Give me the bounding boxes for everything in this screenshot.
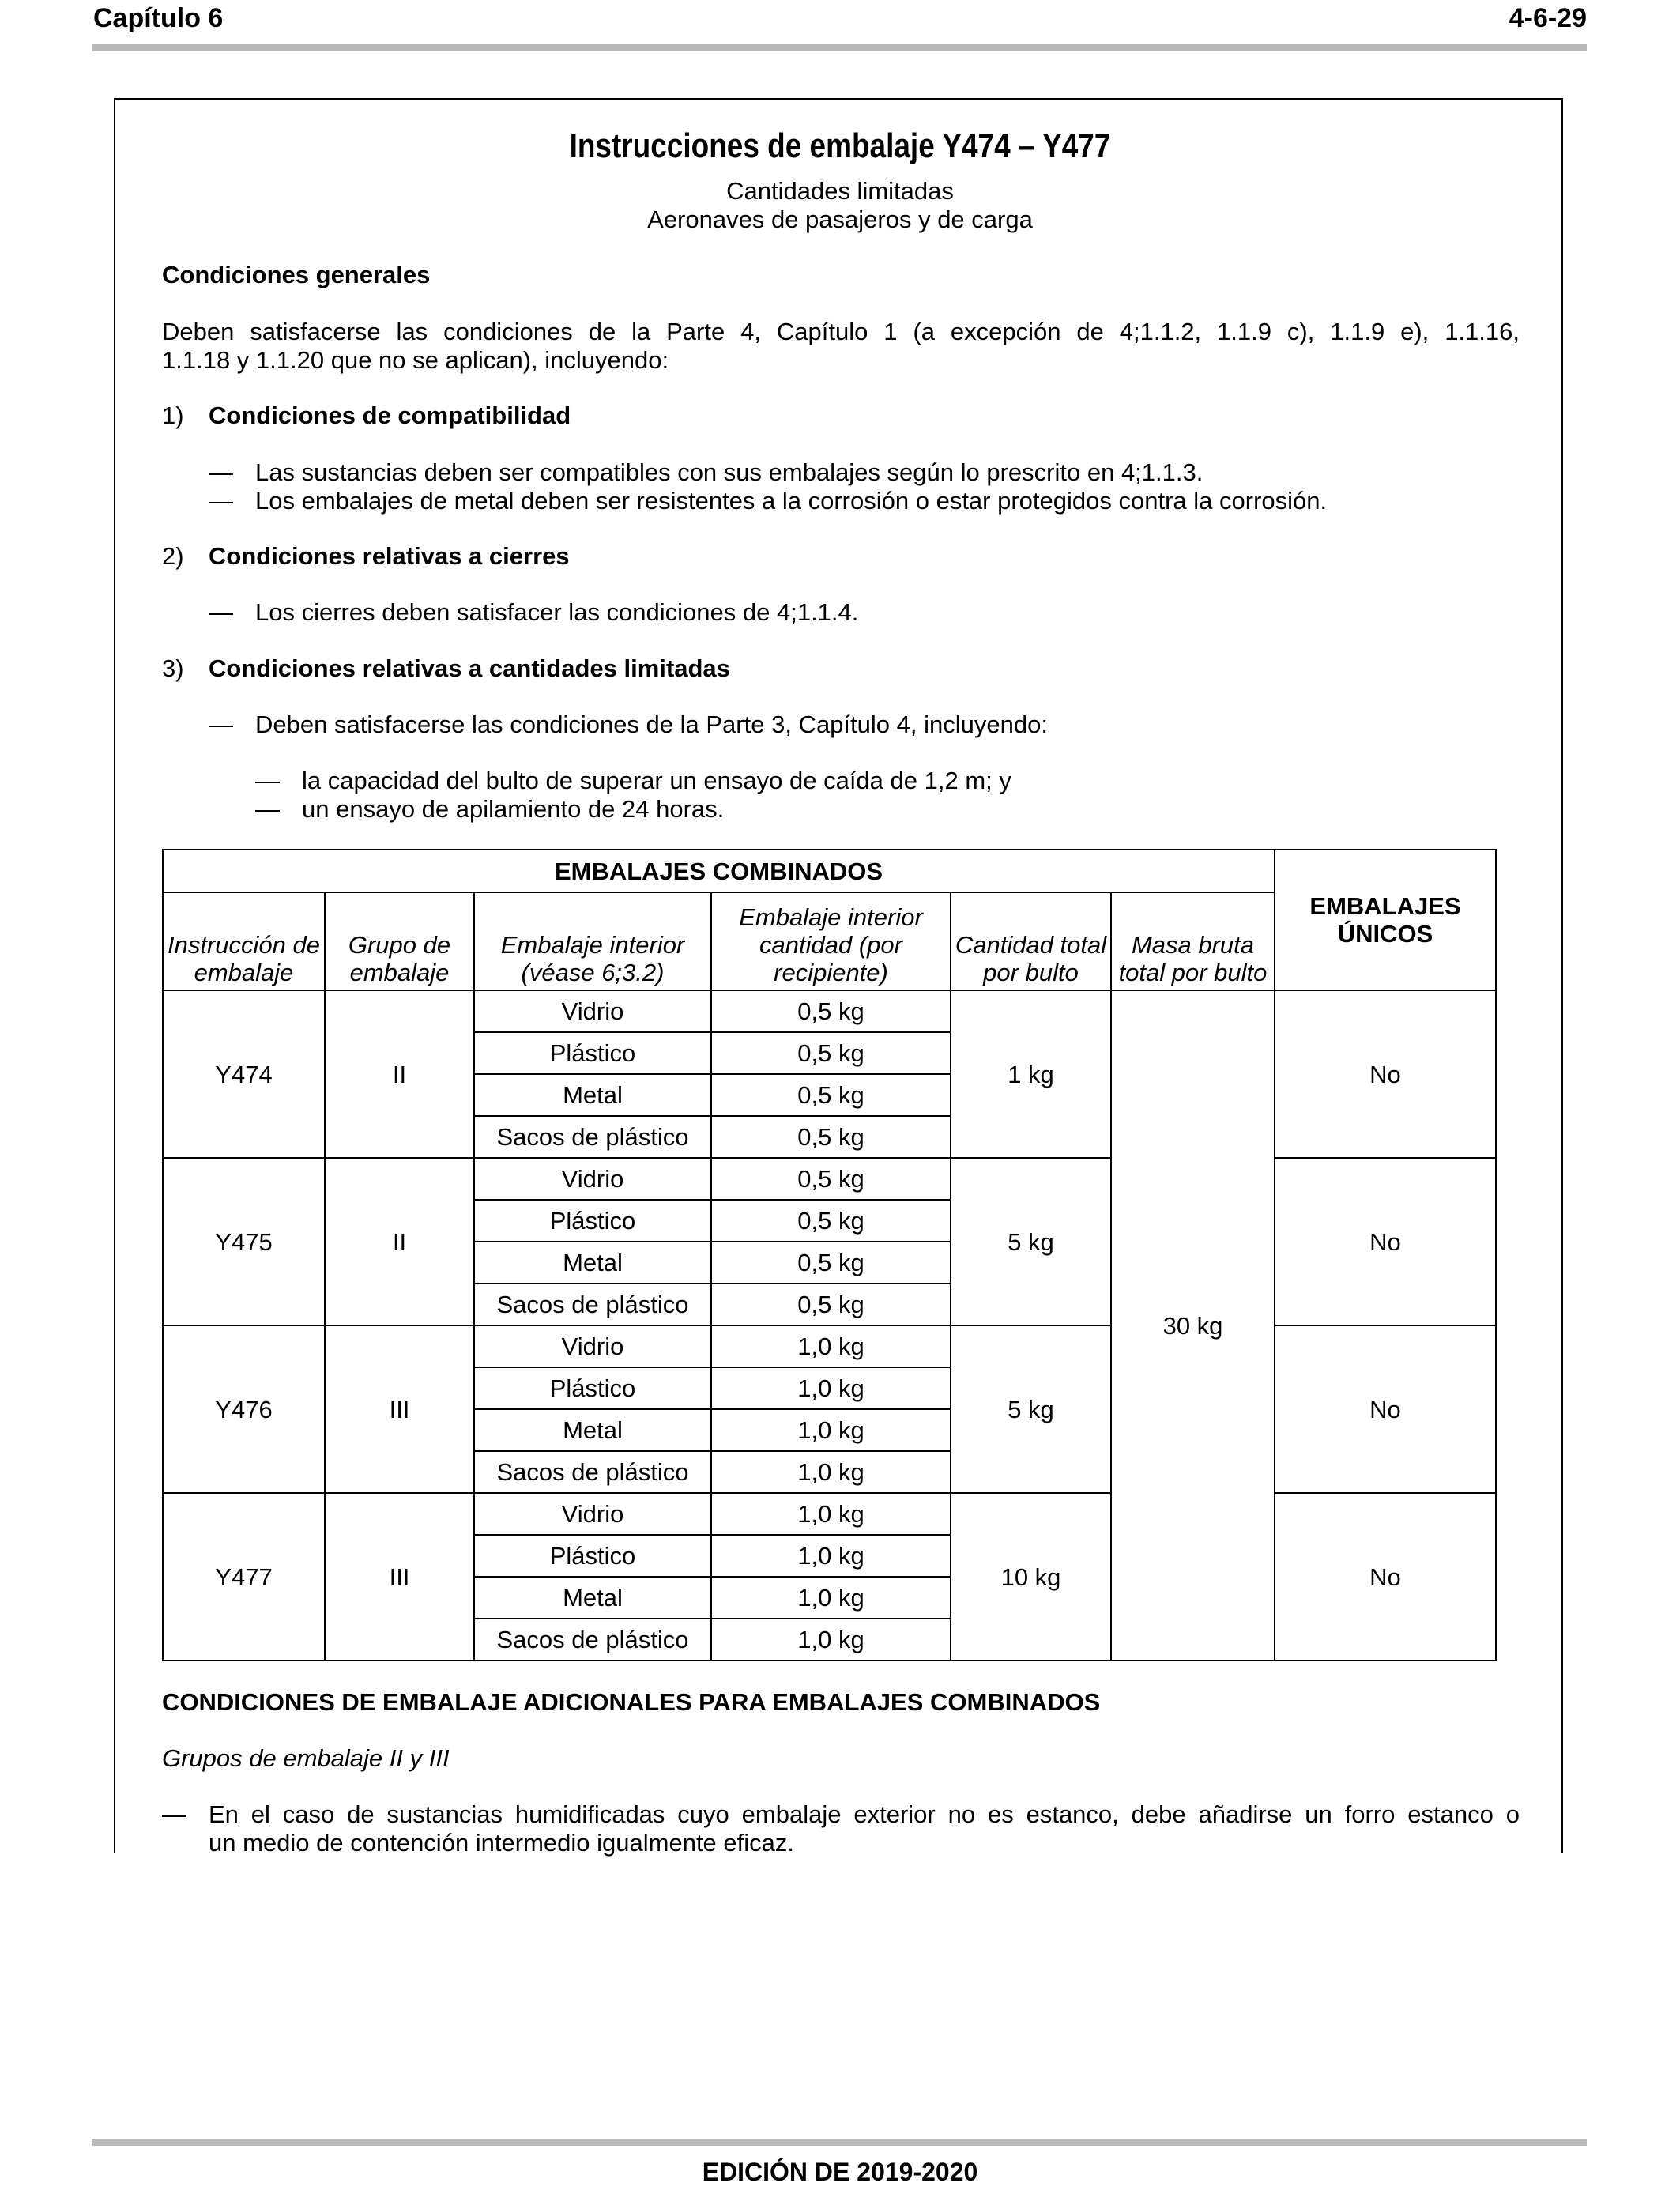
inner-packaging-cell: Metal (474, 1577, 711, 1619)
dash-marker: — (162, 1800, 186, 1828)
inner-quantity-cell: 1,0 kg (711, 1619, 951, 1661)
inner-packaging-cell: Sacos de plástico (474, 1116, 711, 1158)
edition-footer: EDICIÓN DE 2019-2020 (702, 2158, 978, 2186)
section-1-number: 1) (162, 401, 184, 429)
total-quantity-cell: 5 kg (951, 1325, 1111, 1493)
subtitle-limited-quantities: Cantidades limitadas (726, 177, 954, 205)
inner-packaging-cell: Plástico (474, 1200, 711, 1242)
col-header-instruction: Instrucción de embalaje (163, 892, 325, 990)
subtitle-aircraft: Aeronaves de pasajeros y de carga (647, 205, 1033, 233)
header-rule (92, 44, 1587, 51)
col-header-total-quantity: Cantidad total por bulto (951, 892, 1111, 990)
section-3-heading: Condiciones relativas a cantidades limitadas (209, 654, 730, 682)
inner-packaging-cell: Vidrio (474, 990, 711, 1032)
packing-group-cell: III (325, 1325, 474, 1493)
chapter-label: Capítulo 6 (93, 3, 224, 33)
single-packaging-cell: No (1275, 990, 1496, 1158)
inner-quantity-cell: 1,0 kg (711, 1325, 951, 1367)
table-row (163, 1493, 1496, 1535)
packing-group-cell: III (325, 1493, 474, 1661)
inner-quantity-cell: 1,0 kg (711, 1451, 951, 1493)
single-packagings-header: EMBALAJES ÚNICOS (1275, 850, 1496, 990)
inner-packaging-cell: Metal (474, 1242, 711, 1284)
instruction-cell: Y474 (163, 990, 325, 1158)
packing-groups-subheading: Grupos de embalaje II y III (162, 1744, 450, 1772)
total-quantity-cell: 10 kg (951, 1493, 1111, 1661)
inner-packaging-cell: Vidrio (474, 1158, 711, 1200)
inner-quantity-cell: 0,5 kg (711, 1032, 951, 1074)
page-number: 4-6-29 (1509, 3, 1587, 33)
dash-marker: — (209, 598, 233, 626)
col-header-inner-packaging: Embalaje interior (véase 6;3.2) (474, 892, 711, 990)
instruction-cell: Y476 (163, 1325, 325, 1493)
instruction-cell: Y477 (163, 1493, 325, 1661)
packing-group-cell: II (325, 990, 474, 1158)
dash-marker: — (255, 767, 280, 794)
packing-table (162, 849, 1497, 1661)
inner-quantity-cell: 1,0 kg (711, 1367, 951, 1409)
inner-quantity-cell: 0,5 kg (711, 1242, 951, 1284)
dash-marker: — (209, 487, 233, 515)
inner-packaging-cell: Plástico (474, 1032, 711, 1074)
dash-marker: — (255, 795, 280, 823)
inner-packaging-cell: Sacos de plástico (474, 1451, 711, 1493)
additional-item-line2: un medio de contención intermedio igualmente eficaz. (209, 1829, 795, 1857)
table-row (163, 990, 1496, 1032)
dash-marker: — (209, 458, 233, 486)
single-packaging-cell: No (1275, 1493, 1496, 1661)
inner-quantity-cell: 0,5 kg (711, 1200, 951, 1242)
section-3-item-1: Deben satisfacerse las condiciones de la Parte 3, Capítulo 4, incluyendo: (255, 711, 1048, 738)
inner-quantity-cell: 0,5 kg (711, 1284, 951, 1325)
section-2-item-1: Los cierres deben satisfacer las condiciones de 4;1.1.4. (255, 598, 859, 626)
inner-quantity-cell: 0,5 kg (711, 990, 951, 1032)
inner-quantity-cell: 1,0 kg (711, 1577, 951, 1619)
footer-rule (92, 2139, 1587, 2146)
total-quantity-cell: 1 kg (951, 990, 1111, 1158)
inner-packaging-cell: Vidrio (474, 1325, 711, 1367)
combined-packagings-header: EMBALAJES COMBINADOS (163, 850, 1275, 892)
single-packaging-cell: No (1275, 1158, 1496, 1325)
inner-packaging-cell: Plástico (474, 1535, 711, 1577)
inner-quantity-cell: 1,0 kg (711, 1493, 951, 1535)
col-header-gross-mass: Masa bruta total por bulto (1111, 892, 1275, 990)
section-2-number: 2) (162, 542, 184, 570)
additional-item-line1: En el caso de sustancias humidificadas cuyo embalaje exterior no es estanco, debe añadirse un forro estanco o (209, 1800, 1520, 1828)
instruction-cell: Y475 (163, 1158, 325, 1325)
section-3-subitem-1: la capacidad del bulto de superar un ensayo de caída de 1,2 m; y (302, 767, 1011, 794)
section-2-heading: Condiciones relativas a cierres (209, 542, 570, 570)
general-conditions-heading: Condiciones generales (162, 261, 431, 288)
gross-mass-cell: 30 kg (1111, 990, 1275, 1661)
table-row (163, 1158, 1496, 1200)
inner-packaging-cell: Sacos de plástico (474, 1619, 711, 1661)
inner-quantity-cell: 0,5 kg (711, 1158, 951, 1200)
total-quantity-cell: 5 kg (951, 1158, 1111, 1325)
inner-packaging-cell: Sacos de plástico (474, 1284, 711, 1325)
section-1-item-1: Las sustancias deben ser compatibles con sus embalajes según lo prescrito en 4;1.1.3. (255, 458, 1203, 486)
single-packaging-cell: No (1275, 1325, 1496, 1493)
section-3-subitem-2: un ensayo de apilamiento de 24 horas. (302, 795, 725, 823)
inner-quantity-cell: 0,5 kg (711, 1074, 951, 1116)
section-3-number: 3) (162, 654, 184, 682)
table-row (163, 1325, 1496, 1367)
inner-quantity-cell: 1,0 kg (711, 1535, 951, 1577)
packing-group-cell: II (325, 1158, 474, 1325)
inner-packaging-cell: Metal (474, 1074, 711, 1116)
page-title: Instrucciones de embalaje Y474 – Y477 (569, 126, 1111, 165)
section-1-heading: Condiciones de compatibilidad (209, 401, 571, 429)
col-header-packing-group: Grupo de embalaje (325, 892, 474, 990)
inner-packaging-cell: Vidrio (474, 1493, 711, 1535)
general-conditions-text-line1: Deben satisfacerse las condiciones de la Parte 4, Capítulo 1 (a excepción de 4;1.1.2, 1.1.9 c), 1.1.9 e), 1.1.16, (162, 318, 1520, 345)
inner-packaging-cell: Metal (474, 1409, 711, 1451)
inner-packaging-cell: Plástico (474, 1367, 711, 1409)
dash-marker: — (209, 711, 233, 738)
inner-quantity-cell: 1,0 kg (711, 1409, 951, 1451)
section-1-item-2: Los embalajes de metal deben ser resistentes a la corrosión o estar protegidos contra la corrosión. (255, 487, 1328, 515)
general-conditions-text-line2: 1.1.18 y 1.1.20 que no se aplican), incluyendo: (162, 346, 669, 374)
col-header-inner-quantity: Embalaje interior cantidad (por recipiente) (711, 892, 951, 990)
inner-quantity-cell: 0,5 kg (711, 1116, 951, 1158)
additional-conditions-heading: CONDICIONES DE EMBALAJE ADICIONALES PARA EMBALAJES COMBINADOS (162, 1688, 1101, 1716)
